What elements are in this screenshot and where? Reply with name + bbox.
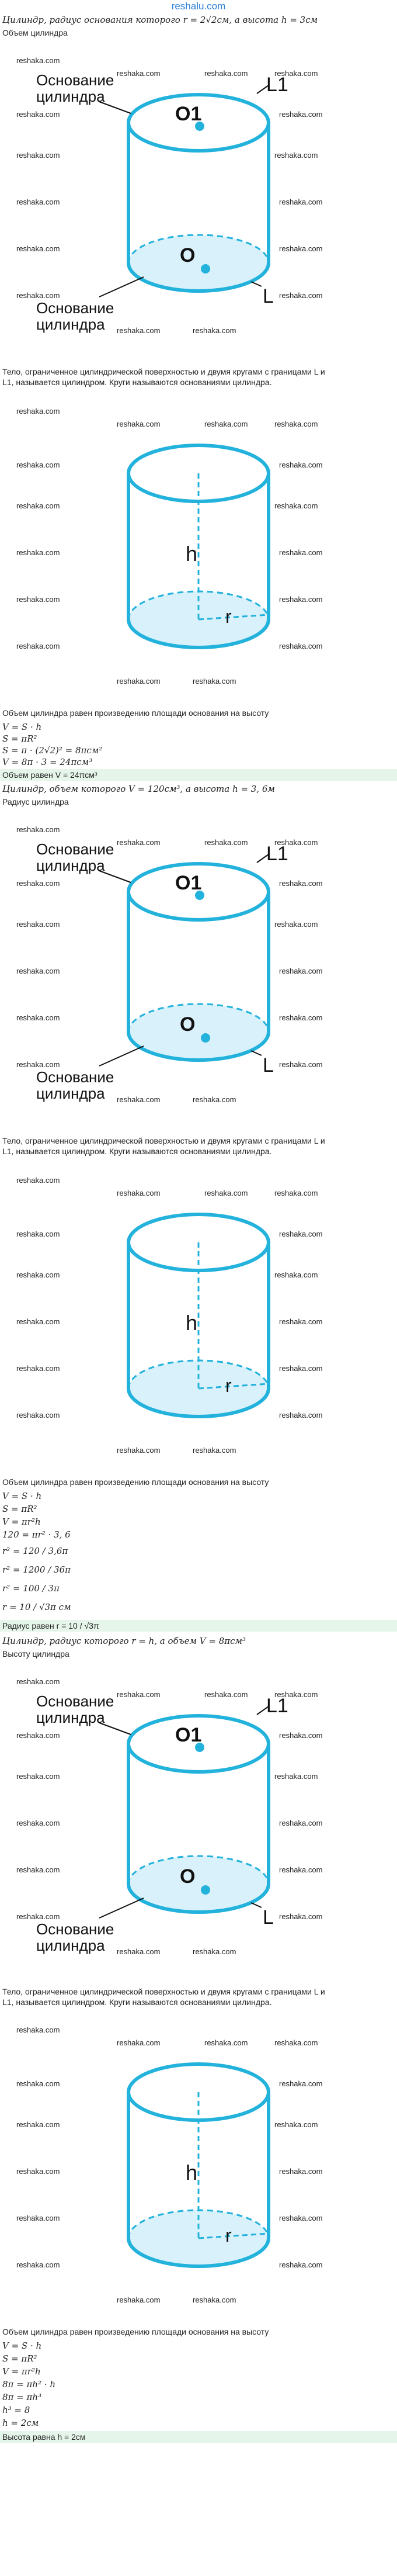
cylinder-figure-labeled bbox=[0, 810, 397, 1114]
pointer-l bbox=[251, 1903, 262, 1907]
label-r: r bbox=[225, 606, 232, 627]
watermark: reshaka.com bbox=[16, 1230, 60, 1238]
problem-3-question: Высоту цилиндра bbox=[2, 1649, 69, 1659]
label-top-base: цилиндра bbox=[36, 1709, 105, 1726]
label-bottom-base: цилиндра bbox=[36, 316, 105, 333]
watermark: reshaka.com bbox=[274, 920, 318, 929]
watermark: reshaka.com bbox=[274, 1772, 318, 1781]
watermark: reshaka.com bbox=[274, 1690, 318, 1699]
watermark: reshaka.com bbox=[279, 642, 323, 650]
label-h: h bbox=[186, 1311, 198, 1335]
result-banner: Объем равен V = 24πсм³ bbox=[0, 769, 397, 781]
watermark: reshaka.com bbox=[279, 2260, 323, 2269]
cylinder-definition-cont: L1, называется цилиндром. Круги называются основаниями цилиндра. bbox=[2, 1147, 272, 1156]
watermark: reshaka.com bbox=[274, 69, 318, 78]
cylinder-definition-cont: L1, называется цилиндром. Круги называются основаниями цилиндра. bbox=[2, 1997, 272, 2007]
formula-line: 8π = πh³ bbox=[2, 2392, 42, 2402]
watermark: reshaka.com bbox=[16, 1176, 60, 1185]
cylinder-figure-labeled bbox=[0, 1662, 397, 1966]
pointer-top-base bbox=[99, 871, 131, 882]
label-bottom-base: цилиндра bbox=[36, 1085, 105, 1102]
watermark: reshaka.com bbox=[16, 1819, 60, 1827]
watermark: reshaka.com bbox=[117, 420, 161, 428]
watermark: reshaka.com bbox=[279, 198, 323, 206]
watermark: reshaka.com bbox=[193, 326, 236, 335]
pointer-bottom-base bbox=[99, 1046, 144, 1066]
label-r: r bbox=[225, 2225, 232, 2246]
watermark: reshaka.com bbox=[204, 1189, 248, 1197]
cylinder-figure-hr bbox=[0, 392, 397, 695]
watermark: reshaka.com bbox=[16, 291, 60, 300]
watermark: reshaka.com bbox=[16, 2214, 60, 2222]
watermark: reshaka.com bbox=[274, 1270, 318, 1279]
cylinder-figure-labeled bbox=[0, 41, 397, 345]
pointer-bottom-base bbox=[99, 277, 144, 297]
volume-rule: Объем цилиндра равен произведению площади основания на высоту bbox=[2, 708, 269, 718]
watermark: reshaka.com bbox=[279, 548, 323, 557]
formula-line: 8π = πh² · h bbox=[2, 2379, 56, 2390]
label-top-base: цилиндра bbox=[36, 88, 105, 105]
label-o1: O1 bbox=[175, 872, 202, 894]
watermark: reshaka.com bbox=[279, 1013, 323, 1022]
watermark: reshaka.com bbox=[193, 2295, 236, 2304]
formula-line: 120 = πr² · 3, 6 bbox=[2, 1529, 71, 1540]
watermark: reshaka.com bbox=[16, 244, 60, 253]
volume-rule: Объем цилиндра равен произведению площади основания на высоту bbox=[2, 1477, 269, 1487]
watermark: reshaka.com bbox=[16, 1731, 60, 1740]
cylinder-figure-hr bbox=[0, 1161, 397, 1464]
watermark: reshaka.com bbox=[117, 1095, 161, 1104]
watermark: reshaka.com bbox=[16, 642, 60, 650]
watermark: reshaka.com bbox=[279, 461, 323, 469]
watermark: reshaka.com bbox=[117, 2038, 161, 2047]
label-l: L bbox=[263, 1054, 274, 1076]
pointer-l bbox=[251, 282, 262, 286]
result-banner: Высота равна h = 2см bbox=[0, 2431, 397, 2443]
label-o: O bbox=[180, 1865, 196, 1888]
watermark: reshaka.com bbox=[16, 2167, 60, 2176]
watermark: reshaka.com bbox=[16, 595, 60, 604]
volume-rule: Объем цилиндра равен произведению площади основания на высоту bbox=[2, 2327, 269, 2336]
watermark: reshaka.com bbox=[16, 1772, 60, 1781]
formula-line: r² = 1200 / 36π bbox=[2, 1564, 71, 1575]
pointer-bottom-base bbox=[99, 1898, 144, 1918]
problem-2-statement: Цилиндр, объем которого V = 120см³, а высота h = 3, 6м bbox=[2, 784, 275, 794]
watermark: reshaka.com bbox=[16, 1677, 60, 1686]
watermark: reshaka.com bbox=[279, 110, 323, 119]
watermark: reshaka.com bbox=[16, 1317, 60, 1326]
watermark: reshaka.com bbox=[279, 967, 323, 975]
watermark: reshaka.com bbox=[16, 1270, 60, 1279]
label-bottom-base: цилиндра bbox=[36, 1937, 105, 1954]
watermark: reshaka.com bbox=[279, 879, 323, 888]
watermark: reshaka.com bbox=[279, 595, 323, 604]
watermark: reshaka.com bbox=[16, 2026, 60, 2034]
watermark: reshaka.com bbox=[16, 461, 60, 469]
cylinder-definition: Тело, ограниченное цилиндрической поверхностью и двумя кругами с границами L и bbox=[2, 1987, 325, 1996]
watermark: reshaka.com bbox=[204, 69, 248, 78]
watermark: reshaka.com bbox=[274, 501, 318, 510]
watermark: reshaka.com bbox=[193, 677, 236, 685]
watermark: reshaka.com bbox=[279, 1731, 323, 1740]
cylinder-figure-hr bbox=[0, 2010, 397, 2314]
watermark: reshaka.com bbox=[279, 1912, 323, 1921]
watermark: reshaka.com bbox=[16, 1060, 60, 1069]
watermark: reshaka.com bbox=[117, 677, 161, 685]
label-l: L bbox=[263, 285, 274, 307]
watermark: reshaka.com bbox=[117, 69, 161, 78]
problem-3-statement: Цилиндр, радиус которого r = h, а объем V = 8πсм³ bbox=[2, 1636, 246, 1646]
watermark: reshaka.com bbox=[279, 1317, 323, 1326]
watermark: reshaka.com bbox=[16, 2260, 60, 2269]
center-o-dot bbox=[201, 1033, 210, 1043]
watermark: reshaka.com bbox=[16, 407, 60, 416]
label-h: h bbox=[186, 2160, 198, 2184]
formula-line: r² = 120 / 3,6π bbox=[2, 1546, 68, 1556]
label-o1: O1 bbox=[175, 1724, 202, 1746]
problem-1-question: Объем цилиндра bbox=[2, 28, 68, 37]
label-l1: L1 bbox=[266, 1695, 288, 1717]
watermark: reshaka.com bbox=[279, 2079, 323, 2088]
watermark: reshaka.com bbox=[274, 1189, 318, 1197]
watermark: reshaka.com bbox=[193, 1947, 236, 1956]
pointer-top-base bbox=[99, 1723, 131, 1734]
watermark: reshaka.com bbox=[279, 1060, 323, 1069]
watermark: reshaka.com bbox=[274, 151, 318, 160]
watermark: reshaka.com bbox=[279, 1230, 323, 1238]
cylinder-definition: Тело, ограниченное цилиндрической поверхностью и двумя кругами с границами L и bbox=[2, 367, 325, 376]
formula-line: V = πr²h bbox=[2, 2366, 41, 2377]
watermark: reshaka.com bbox=[117, 326, 161, 335]
label-bottom-base: Основание bbox=[36, 1068, 114, 1086]
watermark: reshaka.com bbox=[16, 1411, 60, 1419]
watermark: reshaka.com bbox=[16, 2120, 60, 2129]
problem-1-statement: Цилиндр, радиус основания которого r = 2√2см, а высота h = 3см bbox=[2, 15, 318, 25]
watermark: reshaka.com bbox=[16, 967, 60, 975]
watermark: reshaka.com bbox=[16, 920, 60, 929]
watermark: reshaka.com bbox=[16, 1912, 60, 1921]
watermark: reshaka.com bbox=[279, 1411, 323, 1419]
watermark: reshaka.com bbox=[193, 1446, 236, 1455]
watermark: reshaka.com bbox=[117, 1189, 161, 1197]
watermark: reshaka.com bbox=[16, 56, 60, 65]
watermark: reshaka.com bbox=[279, 291, 323, 300]
watermark: reshaka.com bbox=[16, 501, 60, 510]
watermark: reshaka.com bbox=[16, 2079, 60, 2088]
label-h: h bbox=[186, 542, 198, 566]
watermark: reshaka.com bbox=[16, 198, 60, 206]
watermark: reshaka.com bbox=[274, 2038, 318, 2047]
site-header[interactable] bbox=[0, 0, 397, 13]
result-banner: Радиус равен r = 10 / √3π bbox=[0, 1620, 397, 1632]
watermark: reshaka.com bbox=[117, 1690, 161, 1699]
label-bottom-base: Основание bbox=[36, 1920, 114, 1938]
formula-line: V = 8π · 3 = 24πсм³ bbox=[2, 757, 93, 767]
label-top-base: цилиндра bbox=[36, 857, 105, 874]
watermark: reshaka.com bbox=[274, 420, 318, 428]
watermark: reshaka.com bbox=[117, 1446, 161, 1455]
formula-line: S = πR² bbox=[2, 1504, 37, 1514]
watermark: reshaka.com bbox=[204, 2038, 248, 2047]
formula-line: h = 2см bbox=[2, 2418, 39, 2428]
watermark: reshaka.com bbox=[117, 2295, 161, 2304]
pointer-l bbox=[251, 1051, 262, 1055]
label-r: r bbox=[225, 1375, 232, 1396]
formula-line: h³ = 8 bbox=[2, 2405, 30, 2415]
formula-line: V = S · h bbox=[2, 2340, 42, 2351]
watermark: reshaka.com bbox=[16, 151, 60, 160]
label-l: L bbox=[263, 1906, 274, 1928]
watermark: reshaka.com bbox=[16, 1865, 60, 1874]
watermark: reshaka.com bbox=[117, 838, 161, 847]
center-o-dot bbox=[201, 1885, 210, 1895]
watermark: reshaka.com bbox=[279, 1364, 323, 1373]
watermark: reshaka.com bbox=[204, 420, 248, 428]
watermark: reshaka.com bbox=[279, 244, 323, 253]
label-o: O bbox=[180, 244, 196, 266]
site-logo[interactable]: reshalu.com bbox=[171, 1, 226, 12]
label-l1: L1 bbox=[266, 843, 288, 865]
label-o: O bbox=[180, 1013, 196, 1036]
pointer-top-base bbox=[99, 102, 131, 113]
watermark: reshaka.com bbox=[204, 1690, 248, 1699]
label-o1: O1 bbox=[175, 103, 202, 125]
watermark: reshaka.com bbox=[279, 2167, 323, 2176]
watermark: reshaka.com bbox=[279, 1819, 323, 1827]
cylinder-definition: Тело, ограниченное цилиндрической поверхностью и двумя кругами с границами L и bbox=[2, 1136, 325, 1145]
watermark: reshaka.com bbox=[204, 838, 248, 847]
formula-line: V = S · h bbox=[2, 722, 42, 732]
label-l1: L1 bbox=[266, 74, 288, 96]
watermark: reshaka.com bbox=[16, 548, 60, 557]
formula-line: V = πr²h bbox=[2, 1516, 41, 1527]
center-o-dot bbox=[201, 264, 210, 273]
watermark: reshaka.com bbox=[279, 2214, 323, 2222]
label-top-base: Основание bbox=[36, 1692, 114, 1710]
watermark: reshaka.com bbox=[117, 1947, 161, 1956]
formula-line: S = π · (2√2)² = 8πсм² bbox=[2, 745, 103, 756]
cylinder-definition-cont: L1, называется цилиндром. Круги называются основаниями цилиндра. bbox=[2, 378, 272, 387]
watermark: reshaka.com bbox=[193, 1095, 236, 1104]
watermark: reshaka.com bbox=[16, 1364, 60, 1373]
watermark: reshaka.com bbox=[16, 1013, 60, 1022]
problem-2-question: Радиус цилиндра bbox=[2, 797, 69, 806]
watermark: reshaka.com bbox=[274, 838, 318, 847]
formula-line: V = S · h bbox=[2, 1491, 42, 1501]
label-top-base: Основание bbox=[36, 840, 114, 858]
watermark: reshaka.com bbox=[279, 1865, 323, 1874]
formula-line: S = πR² bbox=[2, 2353, 37, 2364]
formula-line: r = 10 / √3π см bbox=[2, 1602, 71, 1612]
watermark: reshaka.com bbox=[274, 2120, 318, 2129]
label-bottom-base: Основание bbox=[36, 299, 114, 317]
label-top-base: Основание bbox=[36, 71, 114, 89]
watermark: reshaka.com bbox=[16, 110, 60, 119]
watermark: reshaka.com bbox=[16, 879, 60, 888]
formula-line: S = πR² bbox=[2, 733, 37, 744]
formula-line: r² = 100 / 3π bbox=[2, 1583, 60, 1594]
watermark: reshaka.com bbox=[16, 825, 60, 834]
